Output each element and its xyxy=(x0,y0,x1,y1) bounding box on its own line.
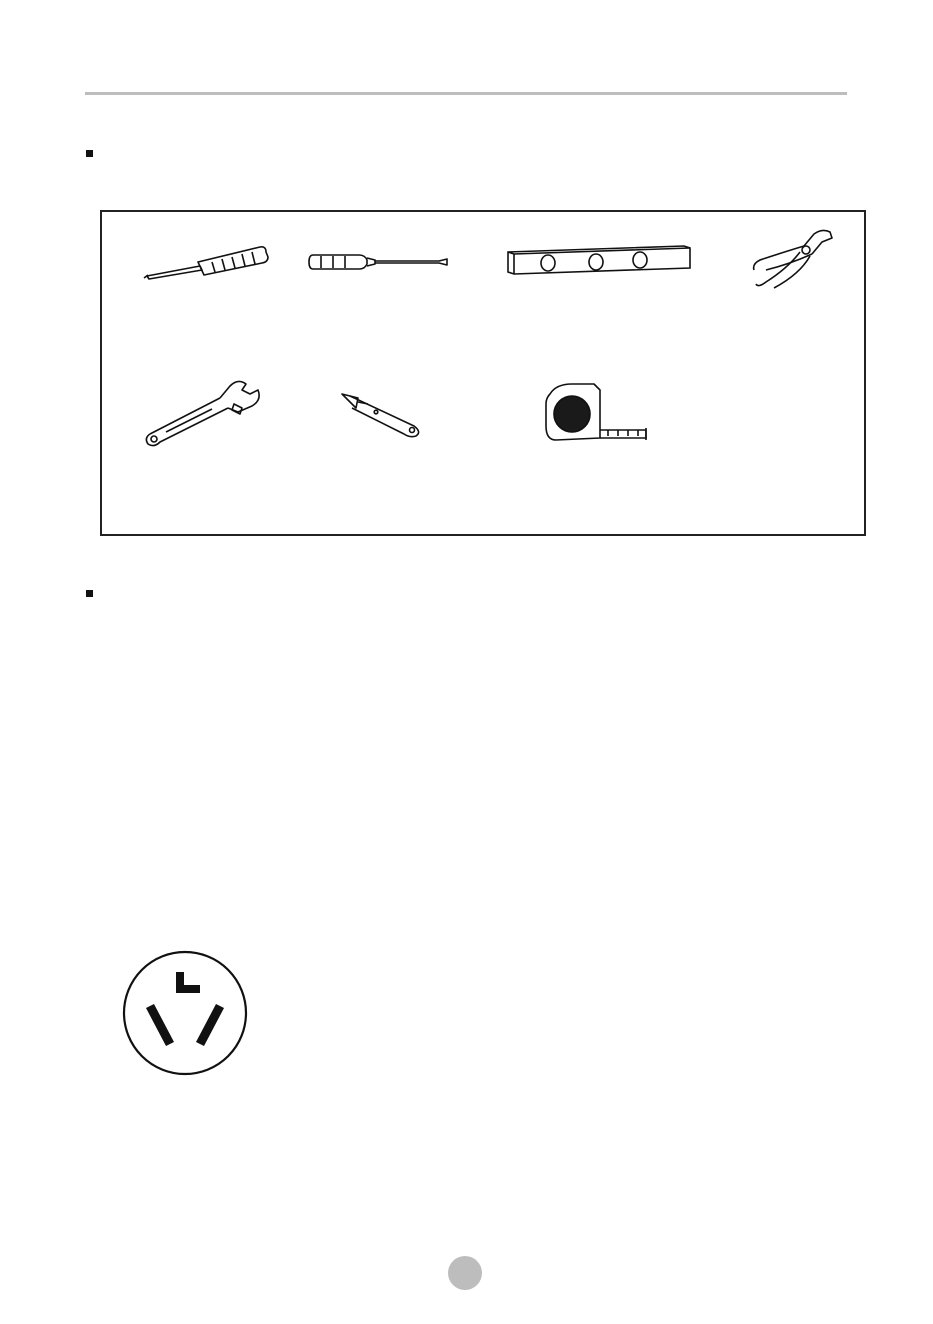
tools-box xyxy=(100,210,866,536)
three-prong-outlet-icon xyxy=(122,950,248,1081)
header-rule xyxy=(85,92,847,95)
adjustable-wrench-icon xyxy=(142,374,272,454)
spirit-level-icon xyxy=(504,242,694,278)
flathead-screwdriver-icon xyxy=(307,247,452,279)
pliers-icon xyxy=(744,226,839,296)
section-bullet-electrical xyxy=(86,590,93,597)
utility-knife-icon xyxy=(338,390,428,440)
section-bullet-tools xyxy=(86,150,93,157)
page-number-dot xyxy=(448,1256,482,1290)
tape-measure-icon xyxy=(542,380,657,450)
phillips-screwdriver-icon xyxy=(142,242,272,292)
